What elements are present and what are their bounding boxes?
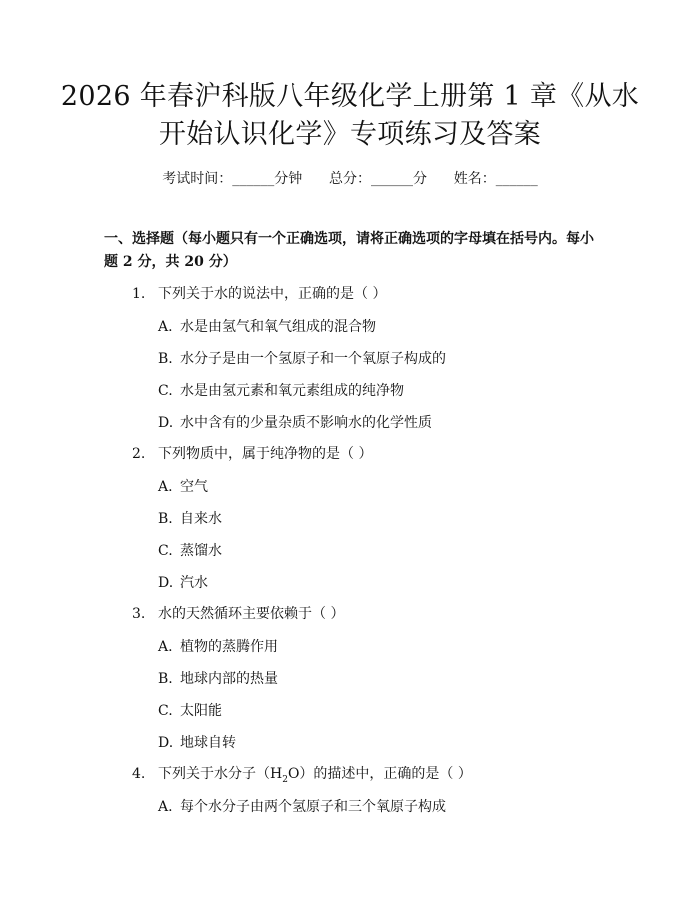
question-2-option-a <box>158 476 208 496</box>
option-text: 地球自转 <box>180 735 236 751</box>
question-2-option-c <box>158 540 222 560</box>
option-letter: B. <box>158 671 173 687</box>
option-text: 汽水 <box>180 575 208 591</box>
option-text: 水是由氢气和氧气组成的混合物 <box>180 319 376 335</box>
option-text: 地球内部的热量 <box>180 671 278 687</box>
option-text: 每个水分子由两个氢原子和三个氧原子构成 <box>180 799 446 815</box>
question-text-after: O）的描述中，正确的是（ ） <box>287 766 472 782</box>
option-letter: A. <box>158 639 173 655</box>
document-title: 2026 年春沪科版八年级化学上册第 1 章《从水开始认识化学》专项练习及答案 <box>60 81 640 150</box>
question-1-option-a <box>158 316 376 336</box>
question-4 <box>132 763 472 785</box>
option-text: 水是由氢元素和氧元素组成的纯净物 <box>180 383 404 399</box>
question-3-option-a <box>158 636 278 656</box>
question-number: 4. <box>132 766 146 782</box>
option-text: 自来水 <box>180 511 222 527</box>
question-2 <box>132 443 372 463</box>
option-text: 水分子是由一个氢原子和一个氧原子构成的 <box>180 351 446 367</box>
question-text: 水的天然循环主要依赖于（ ） <box>158 606 345 622</box>
question-number: 1. <box>132 286 146 302</box>
option-letter: A. <box>158 479 173 495</box>
question-2-option-d <box>158 572 208 592</box>
option-text: 蒸馏水 <box>180 543 222 559</box>
question-2-option-b <box>158 508 222 528</box>
question-number: 3. <box>132 606 146 622</box>
question-1-option-c <box>158 380 404 400</box>
option-letter: C. <box>158 543 173 559</box>
option-letter: C. <box>158 703 173 719</box>
option-letter: B. <box>158 351 173 367</box>
question-text: 下列关于水的说法中，正确的是（ ） <box>158 286 387 302</box>
subscript-two: 2 <box>282 774 288 785</box>
option-text: 空气 <box>180 479 208 495</box>
question-4-option-a <box>158 796 446 816</box>
option-letter: B. <box>158 511 173 527</box>
option-letter: A. <box>158 799 173 815</box>
question-1-option-d <box>158 412 432 432</box>
question-text-before: 下列关于水分子（H <box>158 766 283 782</box>
question-number: 2. <box>132 446 146 462</box>
question-3 <box>132 603 344 623</box>
option-letter: D. <box>158 735 174 751</box>
question-1 <box>132 283 386 303</box>
option-letter: A. <box>158 319 173 335</box>
option-letter: C. <box>158 383 173 399</box>
question-3-option-c <box>158 700 222 720</box>
option-text: 植物的蒸腾作用 <box>180 639 278 655</box>
option-text: 水中含有的少量杂质不影响水的化学性质 <box>180 415 432 431</box>
option-text: 太阳能 <box>180 703 222 719</box>
question-3-option-d <box>158 732 236 752</box>
option-letter: D. <box>158 575 174 591</box>
section-header: 一、选择题（每小题只有一个正确选项，请将正确选项的字母填在括号内。每小题 2 分，共 20 分） <box>104 231 594 270</box>
question-text: 下列物质中，属于纯净物的是（ ） <box>158 446 373 462</box>
option-letter: D. <box>158 415 174 431</box>
exam-info-line: 考试时间：______分钟 总分：______分 姓名：______ <box>162 171 538 187</box>
question-3-option-b <box>158 668 278 688</box>
question-1-option-b <box>158 348 446 368</box>
